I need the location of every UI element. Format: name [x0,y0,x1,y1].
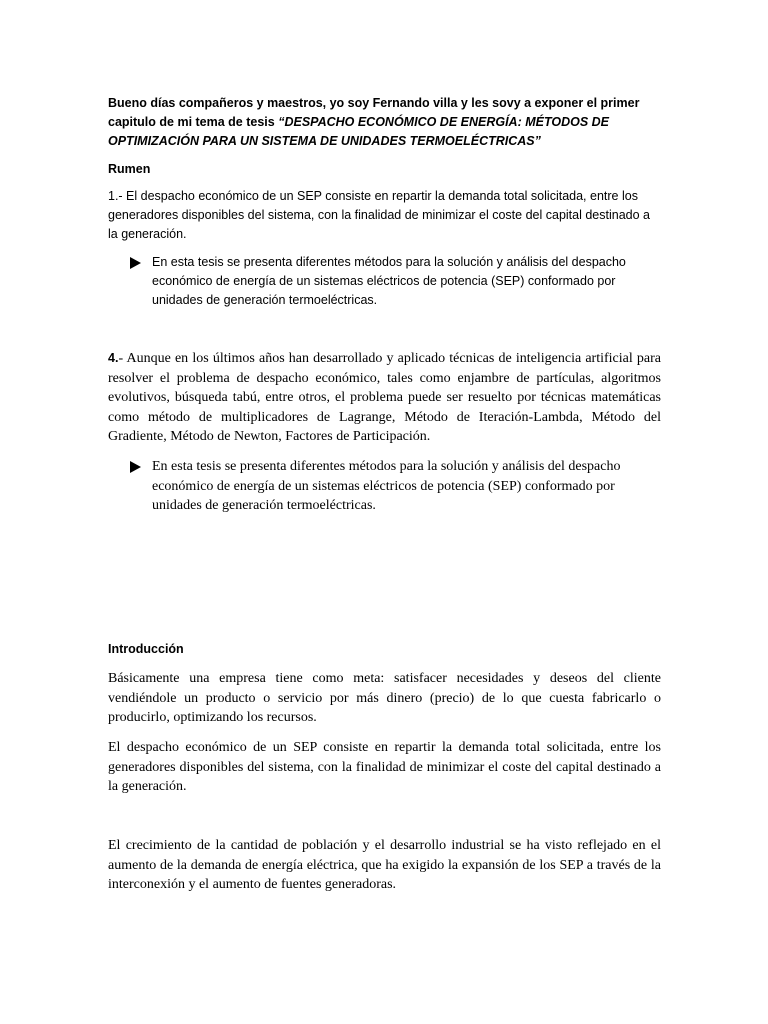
resumen-point-1 [108,187,661,244]
resumen-point-4 [108,349,661,447]
resumen-point-4-number: 4. [108,351,119,365]
resumen-bullet-1-text: En esta tesis se presenta diferentes métodos para la solución y análisis del despacho económico de energía de un sistemas eléctricos de potencia (SEP) conformado por unidades de generación termoeléctricas. [152,255,626,307]
introduccion-paragraph-2: El despacho económico de un SEP consiste en repartir la demanda total solicitada, entre los generadores disponibles del sistema, con la finalidad de minimizar el coste del capital destinado a la generación. [108,740,661,794]
resumen-point-1-text: 1.- El despacho económico de un SEP consiste en repartir la demanda total solicitada, entre los generadores disponibles del sistema, con la finalidad de minimizar el coste del capital destinado a la generación. [108,189,650,241]
resumen-bullet-2-text: En esta tesis se presenta diferentes métodos para la solución y análisis del despacho económico de energía de un sistemas eléctricos de potencia (SEP) conformado por unidades de generación termoeléctricas. [152,459,621,513]
greeting-text: Bueno días compañeros y maestros, yo soy Fernando villa y les sovy a exponer el primer capitulo de mi tema de tesis [108,96,640,129]
bullet-arrow-icon [130,461,141,473]
introduccion-paragraph-3: El crecimiento de la cantidad de población y el desarrollo industrial se ha visto reflejado en el aumento de la demanda de energía eléctrica, que ha exigido la expansión de los SEP a través de la interconexión y el aumento de fuentes generadoras. [108,838,661,892]
introduccion-heading: Introducción [108,642,184,656]
bullet-arrow-icon [130,257,141,269]
thesis-title: “DESPACHO ECONÓMICO DE ENERGÍA: MÉTODOS DE OPTIMIZACIÓN PARA UN SISTEMA DE UNIDADES TERMOELÉCTRICAS” [108,115,610,148]
introduccion-paragraph-1: Básicamente una empresa tiene como meta: satisfacer necesidades y deseos del cliente vendiéndole un producto o servicio por más dinero (precio) de lo que cuesta fabricarlo o producirlo, optimizando los recursos. [108,671,661,725]
greeting-paragraph [108,94,661,151]
resumen-heading: Rumen [108,162,151,176]
resumen-point-4-text: - Aunque en los últimos años han desarrollado y aplicado técnicas de inteligencia artificial para resolver el problema de despacho económico, tales como enjambre de partículas, algoritmos evolutivos, búsqueda tabú, entre otros, el problema puede ser resuelto por técnicas matemáticas como método de multiplicadores de Lagrange, Método de Iteración-Lambda, Método del Gradiente, Método de Newton, Factores de Participación. [108,351,661,444]
